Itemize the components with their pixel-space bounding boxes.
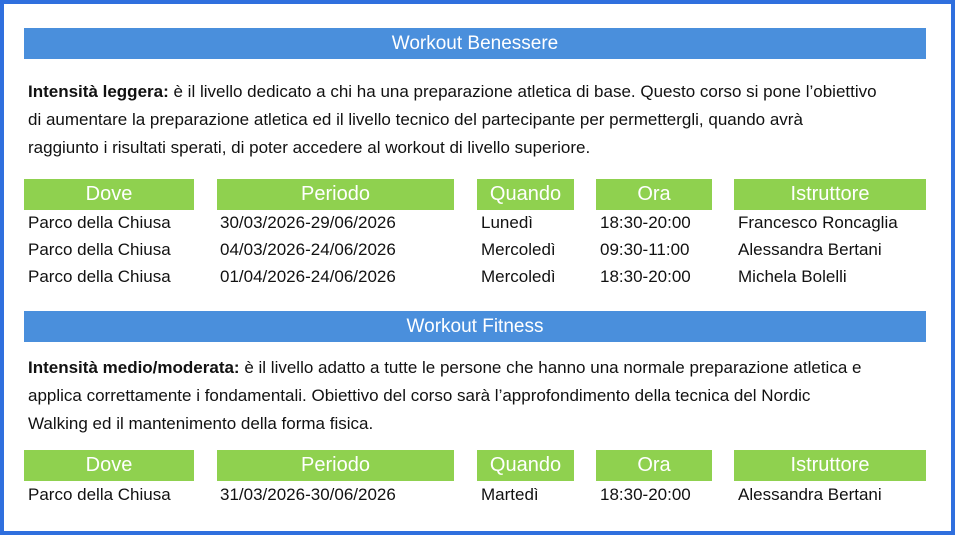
column-header-quando: Quando	[477, 450, 574, 481]
cell-periodo: 30/03/2026-29/06/2026	[220, 213, 396, 232]
section-title-benessere: Workout Benessere	[24, 28, 926, 59]
intro-line: applica correttamente i fondamentali. Obiettivo del corso sarà l’approfondimento della tecnica del Nordic	[28, 386, 811, 405]
column-header-istruttore: Istruttore	[734, 450, 926, 481]
section-title-fitness: Workout Fitness	[24, 311, 926, 342]
intro-line: è il livello dedicato a chi ha una preparazione atletica di base. Questo corso si pone l’obiettivo	[168, 82, 877, 101]
intro-line: è il livello adatto a tutte le persone che hanno una normale preparazione atletica e	[239, 358, 862, 377]
cell-quando: Lunedì	[481, 213, 533, 232]
column-header-dove: Dove	[24, 450, 194, 481]
column-header-quando: Quando	[477, 179, 574, 210]
cell-periodo: 01/04/2026-24/06/2026	[220, 267, 396, 286]
cell-istruttore: Alessandra Bertani	[738, 240, 882, 259]
cell-periodo: 04/03/2026-24/06/2026	[220, 240, 396, 259]
column-header-ora: Ora	[596, 179, 712, 210]
intro-line: Walking ed il mantenimento della forma fisica.	[28, 414, 374, 433]
cell-istruttore: Michela Bolelli	[738, 267, 847, 286]
column-header-istruttore: Istruttore	[734, 179, 926, 210]
cell-istruttore: Francesco Roncaglia	[738, 213, 898, 232]
cell-quando: Mercoledì	[481, 240, 556, 259]
intro-line: di aumentare la preparazione atletica ed il livello tecnico del partecipante per permettergli, quando avrà	[28, 110, 803, 129]
cell-ora: 18:30-20:00	[600, 485, 691, 504]
intensity-label: Intensità leggera:	[28, 82, 169, 101]
cell-dove: Parco della Chiusa	[28, 485, 171, 504]
section-intro-fitness	[28, 354, 928, 438]
cell-ora: 09:30-11:00	[600, 240, 690, 259]
cell-dove: Parco della Chiusa	[28, 240, 171, 259]
cell-periodo: 31/03/2026-30/06/2026	[220, 485, 396, 504]
column-header-ora: Ora	[596, 450, 712, 481]
column-header-periodo: Periodo	[217, 179, 454, 210]
intro-line: raggiunto i risultati sperati, di poter accedere al workout di livello superiore.	[28, 138, 591, 157]
cell-ora: 18:30-20:00	[600, 213, 691, 232]
section-intro-benessere	[28, 78, 928, 162]
column-header-dove: Dove	[24, 179, 194, 210]
cell-quando: Martedì	[481, 485, 539, 504]
column-header-periodo: Periodo	[217, 450, 454, 481]
cell-dove: Parco della Chiusa	[28, 267, 171, 286]
cell-dove: Parco della Chiusa	[28, 213, 171, 232]
intensity-label: Intensità medio/moderata:	[28, 358, 240, 377]
cell-ora: 18:30-20:00	[600, 267, 691, 286]
cell-istruttore: Alessandra Bertani	[738, 485, 882, 504]
cell-quando: Mercoledì	[481, 267, 556, 286]
